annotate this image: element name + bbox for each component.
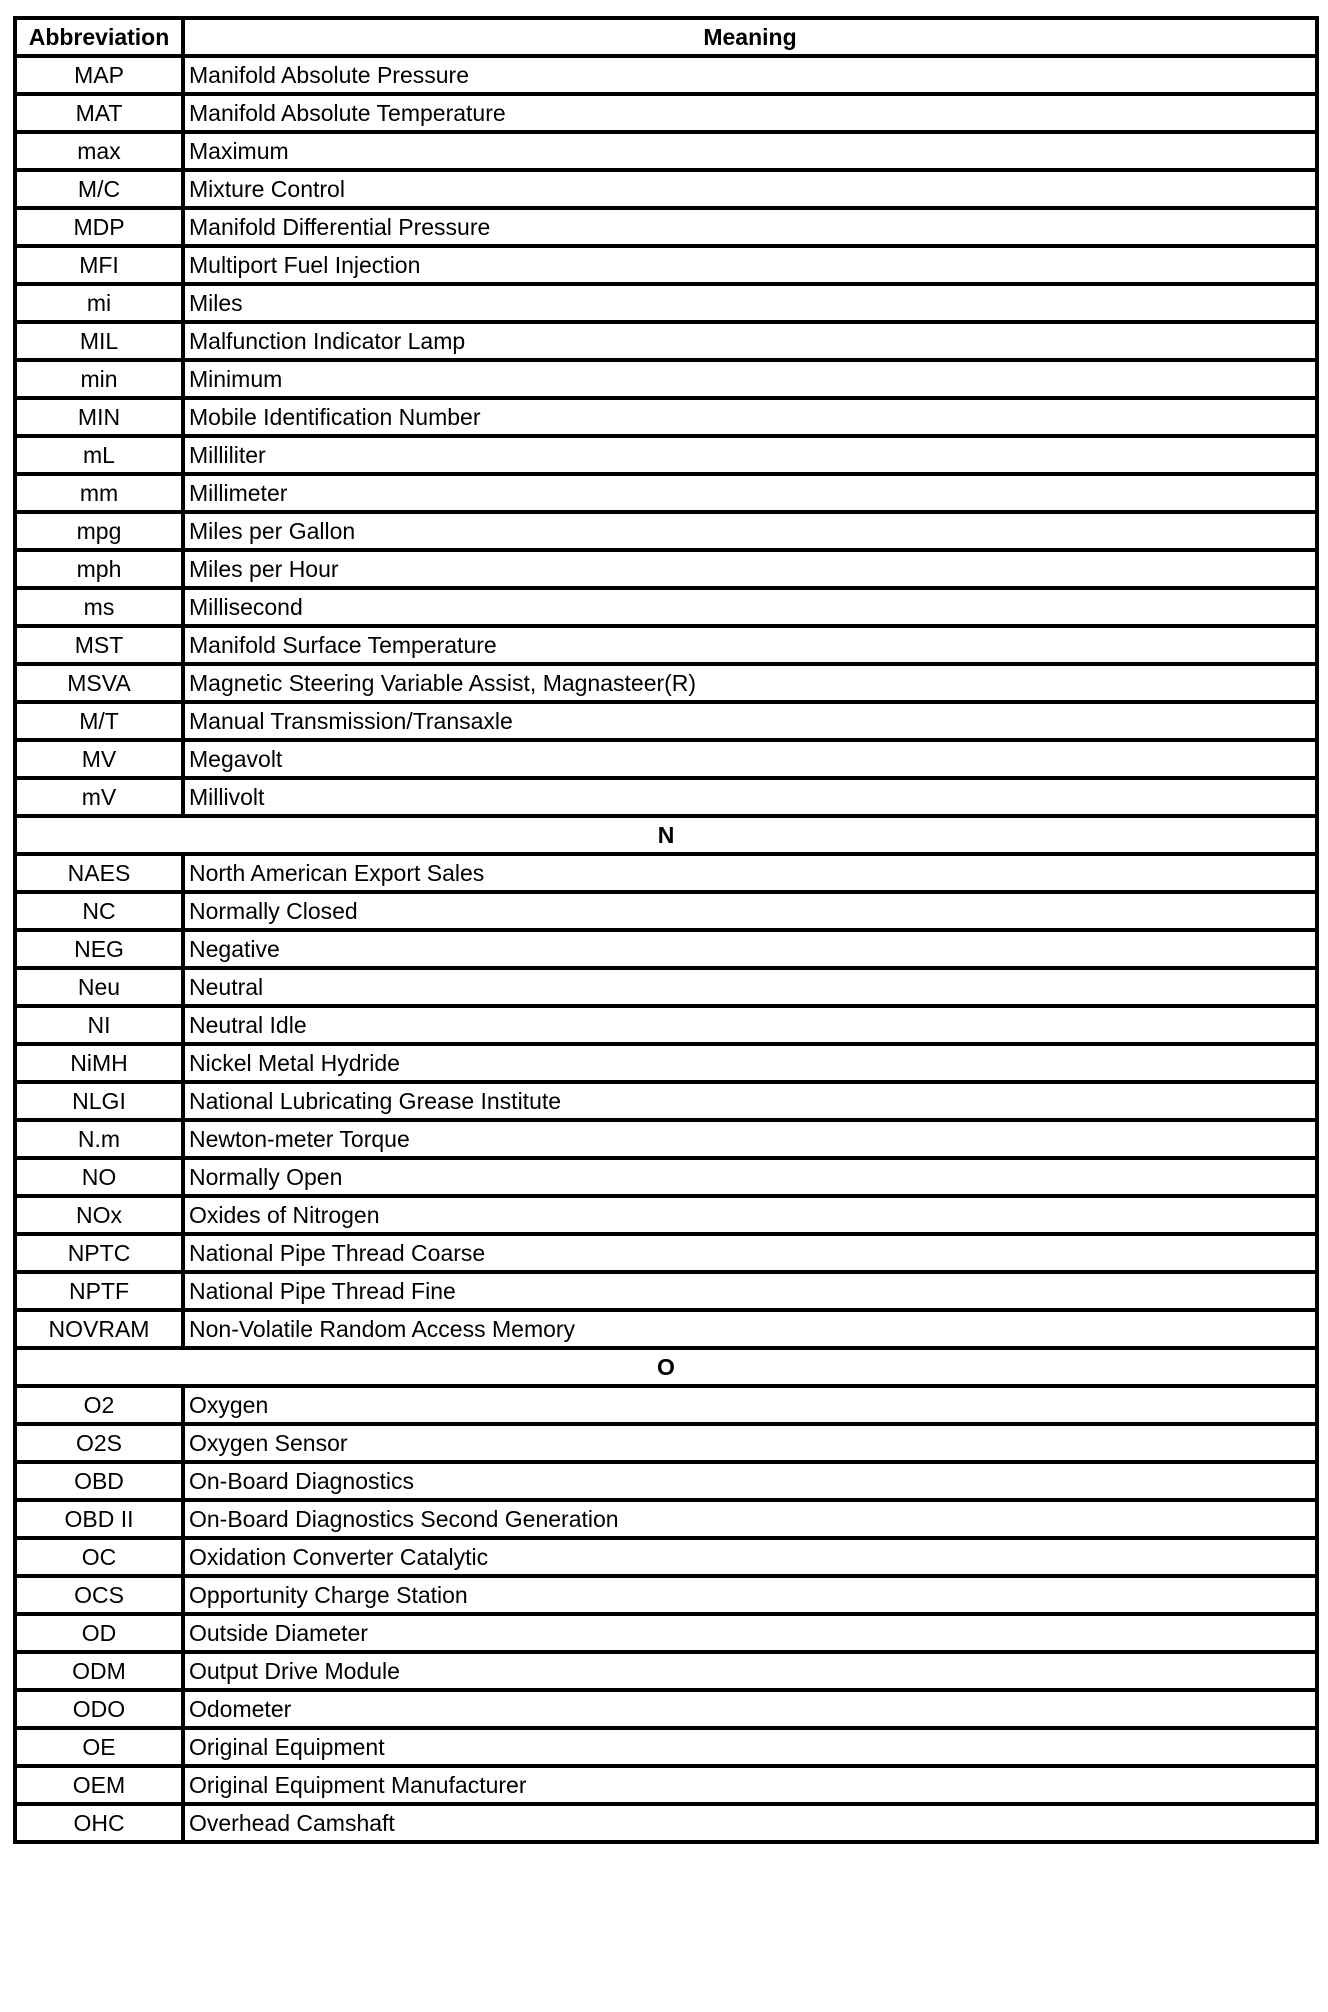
- table-row: [15, 360, 1317, 398]
- abbreviation-cell: max: [15, 132, 183, 170]
- table-row: [15, 1196, 1317, 1234]
- meaning-cell: Overhead Camshaft: [183, 1804, 1317, 1842]
- abbreviation-cell: M/C: [15, 170, 183, 208]
- table-row: [15, 284, 1317, 322]
- table-row: [15, 1082, 1317, 1120]
- table-row: [15, 132, 1317, 170]
- meaning-cell: Opportunity Charge Station: [183, 1576, 1317, 1614]
- abbreviation-cell: NC: [15, 892, 183, 930]
- table-row: [15, 892, 1317, 930]
- abbreviation-cell: ms: [15, 588, 183, 626]
- table-row: [15, 398, 1317, 436]
- meaning-cell: Millimeter: [183, 474, 1317, 512]
- header-row: [15, 18, 1317, 56]
- table-body: [15, 56, 1317, 1842]
- meaning-cell: Mobile Identification Number: [183, 398, 1317, 436]
- abbreviation-cell: NPTC: [15, 1234, 183, 1272]
- abbreviation-cell: mm: [15, 474, 183, 512]
- table-row: [15, 854, 1317, 892]
- abbreviation-cell: NOVRAM: [15, 1310, 183, 1348]
- table-row: [15, 1158, 1317, 1196]
- meaning-cell: Minimum: [183, 360, 1317, 398]
- meaning-cell: Normally Closed: [183, 892, 1317, 930]
- abbreviation-cell: ODO: [15, 1690, 183, 1728]
- table-row: [15, 1462, 1317, 1500]
- section-row: [15, 1348, 1317, 1386]
- table-row: [15, 436, 1317, 474]
- meaning-cell: National Pipe Thread Coarse: [183, 1234, 1317, 1272]
- abbreviation-cell: NAES: [15, 854, 183, 892]
- abbreviation-cell: mpg: [15, 512, 183, 550]
- abbreviation-cell: M/T: [15, 702, 183, 740]
- meaning-cell: North American Export Sales: [183, 854, 1317, 892]
- abbreviation-cell: OC: [15, 1538, 183, 1576]
- meaning-cell: Manifold Surface Temperature: [183, 626, 1317, 664]
- abbreviation-cell: N.m: [15, 1120, 183, 1158]
- meaning-cell: Megavolt: [183, 740, 1317, 778]
- table-row: [15, 94, 1317, 132]
- meaning-cell: On-Board Diagnostics Second Generation: [183, 1500, 1317, 1538]
- abbreviation-table: [13, 16, 1319, 1844]
- meaning-cell: Oxygen: [183, 1386, 1317, 1424]
- meaning-cell: Miles per Gallon: [183, 512, 1317, 550]
- abbreviation-cell: ODM: [15, 1652, 183, 1690]
- abbreviation-cell: NI: [15, 1006, 183, 1044]
- meaning-cell: Output Drive Module: [183, 1652, 1317, 1690]
- table-row: [15, 322, 1317, 360]
- meaning-cell: Miles per Hour: [183, 550, 1317, 588]
- table-row: [15, 56, 1317, 94]
- meaning-cell: Millivolt: [183, 778, 1317, 816]
- table-row: [15, 1120, 1317, 1158]
- meaning-cell: Non-Volatile Random Access Memory: [183, 1310, 1317, 1348]
- table-row: [15, 1652, 1317, 1690]
- meaning-cell: Manifold Absolute Pressure: [183, 56, 1317, 94]
- table-row: [15, 778, 1317, 816]
- table-row: [15, 1006, 1317, 1044]
- abbreviation-cell: NiMH: [15, 1044, 183, 1082]
- meaning-cell: Magnetic Steering Variable Assist, Magnasteer(R): [183, 664, 1317, 702]
- table-row: [15, 474, 1317, 512]
- abbreviation-cell: MST: [15, 626, 183, 664]
- meaning-cell: Milliliter: [183, 436, 1317, 474]
- table-row: [15, 664, 1317, 702]
- meaning-cell: Mixture Control: [183, 170, 1317, 208]
- abbreviation-cell: mph: [15, 550, 183, 588]
- table-row: [15, 246, 1317, 284]
- meaning-cell: Nickel Metal Hydride: [183, 1044, 1317, 1082]
- table-row: [15, 1272, 1317, 1310]
- meaning-cell: Oxygen Sensor: [183, 1424, 1317, 1462]
- meaning-cell: Millisecond: [183, 588, 1317, 626]
- meaning-cell: Multiport Fuel Injection: [183, 246, 1317, 284]
- section-letter: O: [15, 1348, 1317, 1386]
- abbreviation-cell: mL: [15, 436, 183, 474]
- abbreviation-cell: OBD: [15, 1462, 183, 1500]
- abbreviation-cell: OD: [15, 1614, 183, 1652]
- table-row: [15, 1804, 1317, 1842]
- meaning-cell: Manual Transmission/Transaxle: [183, 702, 1317, 740]
- abbreviation-cell: O2: [15, 1386, 183, 1424]
- meaning-cell: Newton-meter Torque: [183, 1120, 1317, 1158]
- meaning-column-header: Meaning: [183, 18, 1317, 56]
- meaning-cell: On-Board Diagnostics: [183, 1462, 1317, 1500]
- table-row: [15, 1728, 1317, 1766]
- abbreviation-cell: Neu: [15, 968, 183, 1006]
- table-row: [15, 1690, 1317, 1728]
- abbreviation-cell: NEG: [15, 930, 183, 968]
- abbreviation-cell: OHC: [15, 1804, 183, 1842]
- meaning-cell: Negative: [183, 930, 1317, 968]
- table-row: [15, 1310, 1317, 1348]
- table-row: [15, 1576, 1317, 1614]
- meaning-cell: Miles: [183, 284, 1317, 322]
- abbreviation-cell: OEM: [15, 1766, 183, 1804]
- meaning-cell: Manifold Absolute Temperature: [183, 94, 1317, 132]
- abbreviation-cell: MDP: [15, 208, 183, 246]
- abbreviation-cell: MIL: [15, 322, 183, 360]
- table-row: [15, 550, 1317, 588]
- table-row: [15, 626, 1317, 664]
- section-row: [15, 816, 1317, 854]
- meaning-cell: Manifold Differential Pressure: [183, 208, 1317, 246]
- meaning-cell: Oxidation Converter Catalytic: [183, 1538, 1317, 1576]
- abbreviation-cell: NPTF: [15, 1272, 183, 1310]
- meaning-cell: Neutral Idle: [183, 1006, 1317, 1044]
- abbreviation-cell: mV: [15, 778, 183, 816]
- abbreviation-cell: O2S: [15, 1424, 183, 1462]
- abbreviation-cell: MAP: [15, 56, 183, 94]
- table-row: [15, 1766, 1317, 1804]
- abbreviation-cell: MV: [15, 740, 183, 778]
- table-row: [15, 208, 1317, 246]
- meaning-cell: National Pipe Thread Fine: [183, 1272, 1317, 1310]
- meaning-cell: National Lubricating Grease Institute: [183, 1082, 1317, 1120]
- table-row: [15, 1044, 1317, 1082]
- abbreviation-cell: mi: [15, 284, 183, 322]
- abbreviation-cell: MFI: [15, 246, 183, 284]
- table-row: [15, 1424, 1317, 1462]
- section-letter: N: [15, 816, 1317, 854]
- table-row: [15, 968, 1317, 1006]
- abbreviation-cell: min: [15, 360, 183, 398]
- table-row: [15, 702, 1317, 740]
- meaning-cell: Maximum: [183, 132, 1317, 170]
- table-row: [15, 1538, 1317, 1576]
- table-row: [15, 170, 1317, 208]
- table-row: [15, 588, 1317, 626]
- table-row: [15, 740, 1317, 778]
- table-row: [15, 930, 1317, 968]
- abbreviation-cell: NLGI: [15, 1082, 183, 1120]
- abbreviation-cell: MIN: [15, 398, 183, 436]
- table-row: [15, 512, 1317, 550]
- meaning-cell: Outside Diameter: [183, 1614, 1317, 1652]
- meaning-cell: Malfunction Indicator Lamp: [183, 322, 1317, 360]
- table-header: [15, 18, 1317, 56]
- table-row: [15, 1234, 1317, 1272]
- abbreviation-cell: MSVA: [15, 664, 183, 702]
- abbreviation-cell: OBD II: [15, 1500, 183, 1538]
- meaning-cell: Neutral: [183, 968, 1317, 1006]
- abbreviation-cell: NO: [15, 1158, 183, 1196]
- abbreviation-cell: NOx: [15, 1196, 183, 1234]
- table-row: [15, 1614, 1317, 1652]
- meaning-cell: Original Equipment: [183, 1728, 1317, 1766]
- table-row: [15, 1500, 1317, 1538]
- meaning-cell: Oxides of Nitrogen: [183, 1196, 1317, 1234]
- meaning-cell: Normally Open: [183, 1158, 1317, 1196]
- meaning-cell: Odometer: [183, 1690, 1317, 1728]
- meaning-cell: Original Equipment Manufacturer: [183, 1766, 1317, 1804]
- abbreviation-cell: OE: [15, 1728, 183, 1766]
- table-row: [15, 1386, 1317, 1424]
- abbreviation-cell: MAT: [15, 94, 183, 132]
- abbreviation-column-header: Abbreviation: [15, 18, 183, 56]
- abbreviation-cell: OCS: [15, 1576, 183, 1614]
